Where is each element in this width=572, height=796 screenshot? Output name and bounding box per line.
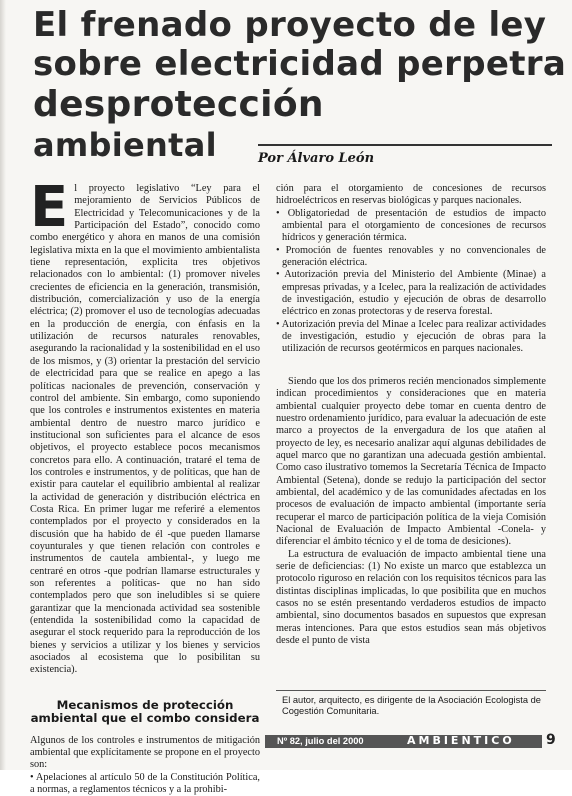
byline: Por Álvaro León bbox=[258, 151, 375, 166]
list-item: • Autorización previa del Minae a Icelec para realizar actividades de investigación, estudio y ejecución de obras para la utilización de recursos geotérmicos en parques nacionales. bbox=[276, 319, 546, 356]
analysis-paragraph: Siendo que los dos primeros recién mencionados simplemente indican procedimientos y consideraciones que en materia ambiental cualquier proyecto debe tomar en cuenta dentro de nuestro ordenamiento jurídico, para evaluar la adecuación de este marco a proyectos de la envergadura de los que atañen al proyecto de ley, es necesario analizar aquí algunas debilidades de aquel marco que no garantizan una adecuada gestión ambiental. Como caso ilustrativo tomemos la Secretaría Técnica de Impacto Ambiental (Setena), donde se redujo la participación del sector ambiental, del académico y de las comunidades afectadas en los procesos de evaluación de impacto ambiental (importante sería recuperar el marco de participación política de la vieja Comisión Nacional de Evaluación de Impacto Ambiental -Conela- y diferenciar el ámbito técnico y el de toma de desiciones). bbox=[276, 375, 546, 548]
intro-text: l proyecto legislativo “Ley para el mejoramiento de Servicios Públicos de Electricidad y Telecomunicaciones y de la Participación del Estado”, conocido como combo energético y ahora en manos de una comisión legislativa mixta en la que el movimiento ambientalista tiene representación, explicita tres objetivos relacionados con lo ambiental: (1) promover niveles crecientes de eficiencia en la generación, transmisión, distribución, comercialización y uso de la energía eléctrica; (2) promover el uso de tecnologías adecuadas en la producción de energía, con énfasis en la utilización de recursos naturales renovables, asegurando la racionalidad y la sostenibilidad en el uso de los mismos, y (3) orientar la prestación del servicio de electricidad para que se realice en apego a las políticas nacionales de prevención, conservación y control del ambiente. Sin embargo, como suponiendo que los controles e instrumentos existentes en materia ambiental dentro de nuestro marco jurídico e institucional son suficientes para el alcance de esos objetivos, el proyecto establece pocos mecanismos concretos para ello. A continuación, trataré el tema de los controles e instrumentos, y de políticas, que han de existir para cautelar el equilibrio ambiental al realizar la actividad de generación y distribución eléctrica en Costa Rica. En primer lugar me referiré a elementos contemplados por el proyecto y considerados en la discusión que ha habido de él -que pueden llamarse coyunturales y que tienen relación con controles e instrumentos de cautela ambiental-, y luego me centraré en otros -que podrían llamarse estructurales y son referentes a políticas- que no han sido contemplados pero que son ineludibles si se quiere garantizar que la mencionada actividad sea sostenible (entendida la sostenibilidad como la capacidad de asegurar el stock requerido para la reproducción de los bienes y servicios a utilizar y los bienes y servicios asociados al ecosistema que lo posibilitan su existencia). bbox=[30, 183, 260, 676]
title-line-2: sobre electricidad perpetra bbox=[33, 44, 567, 84]
title-line-3: desprotección bbox=[33, 84, 324, 125]
title-line-4: ambiental bbox=[33, 126, 217, 164]
subhead-line-2: ambiental que el combo considera bbox=[30, 710, 260, 725]
page-footer bbox=[265, 733, 560, 749]
column-left bbox=[30, 175, 260, 796]
list-item: • Autorización previa del Ministerio del Ambiente (Minae) a empresas privadas, y a Icelec, para la realización de actividades de investigación, estudio y ejecución de obras de desarrollo eléctrico en zonas protectoras y de reserva forestal. bbox=[276, 269, 546, 318]
author-note: El autor, arquitecto, es dirigente de la Asociación Ecologista de Cogestión Comunitaria. bbox=[282, 695, 541, 716]
paragraph-spacer bbox=[276, 356, 546, 376]
author-note-rule bbox=[276, 690, 546, 691]
list-item: • Promoción de fuentes renovables y no convencionales de generación eléctrica. bbox=[276, 245, 546, 270]
subhead-line-1: Mecanismos de protección bbox=[56, 697, 234, 712]
bullet-continuation: ción para el otorgamiento de concesiones de recursos hidroeléctricos en reservas biológicas y parques nacionales. bbox=[276, 183, 546, 207]
mechanisms-first-bullet: • Apelaciones al artículo 50 de la Constitución Política, a normas, a reglamentos técnicos y a la prohibi- bbox=[30, 771, 260, 796]
page-edge-shadow bbox=[0, 0, 6, 770]
issue-info: Nº 82, julio del 2000 bbox=[277, 736, 364, 746]
title-line-1: El frenado proyecto de ley bbox=[33, 5, 547, 45]
magazine-name: AMBIENTICO bbox=[407, 734, 515, 747]
section-subhead bbox=[30, 699, 260, 725]
intro-paragraph bbox=[30, 175, 260, 677]
page-number: 9 bbox=[546, 732, 556, 748]
article-title bbox=[33, 5, 567, 164]
column-right bbox=[276, 183, 546, 647]
list-item: • Obligatoriedad de presentación de estudios de impacto ambiental para el otorgamiento de concesiones de recursos hídricos y generación térmica. bbox=[276, 208, 546, 245]
title-rule bbox=[258, 144, 552, 146]
mechanisms-list bbox=[276, 208, 546, 356]
mechanisms-intro: Algunos de los controles e instrumentos de mitigación ambiental que explícitamente se propone en el proyecto son: bbox=[30, 734, 260, 771]
drop-cap: E bbox=[30, 175, 69, 240]
deficiencies-paragraph: La estructura de evaluación de impacto ambiental tiene una serie de deficiencias: (1) No existe un marco que establezca un protocolo riguroso en relación con los requisitos técnicos para las distintas disciplinas implicadas, lo que posibilita que en muchos casos no se estén presentando verdaderos estudios de impacto ambiental, sino documentos basados en supuestos que expresan meras intenciones. Para que estos estudios sean más objetivos desde el punto de vista bbox=[276, 548, 546, 647]
